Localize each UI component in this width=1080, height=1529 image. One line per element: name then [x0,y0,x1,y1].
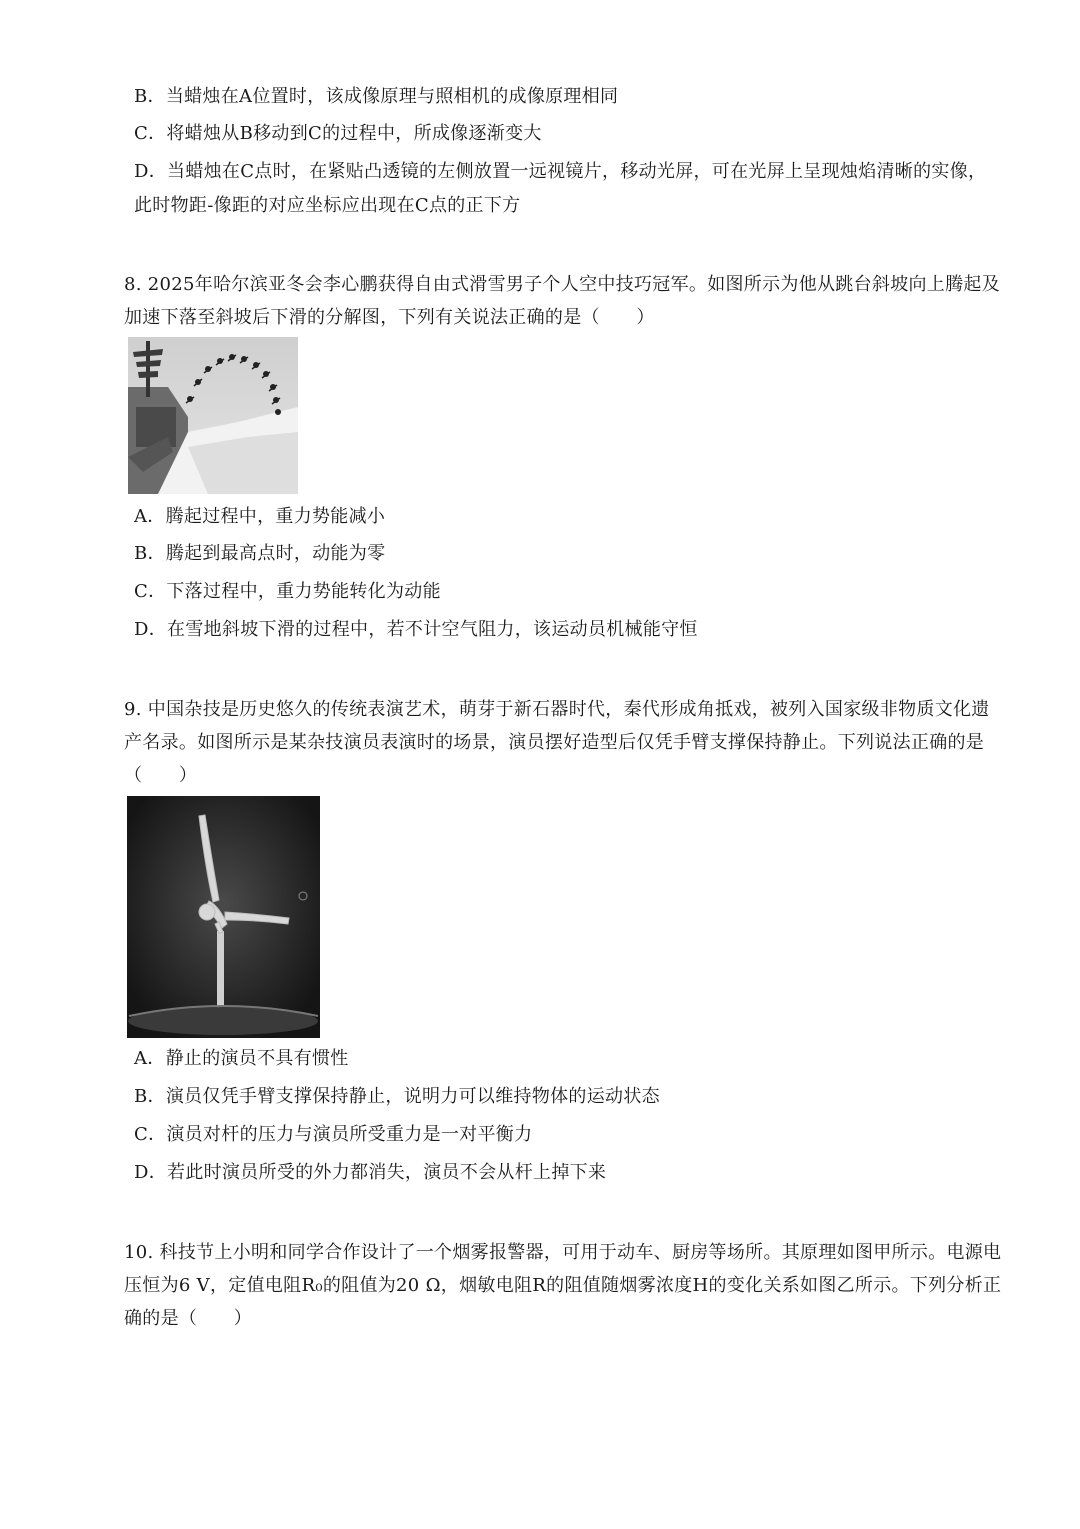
acrobat-photo [127,796,320,1038]
ski-jump-photo [128,337,298,494]
q8-stem-line2: 加速下落至斜坡后下滑的分解图，下列有关说法正确的是（ ） [124,307,655,328]
q8-option-c: C．下落过程中，重力势能转化为动能 [134,581,441,602]
q9-stem-line3: （ ） [124,765,198,786]
q9-option-a: A．静止的演员不具有惯性 [134,1048,349,1069]
q10-stem-line2: 压恒为6 V，定值电阻R₀的阻值为20 Ω，烟敏电阻R的阻值随烟雾浓度H的变化关系如图乙所示。下列分析正 [124,1275,1002,1296]
q10-stem-line3: 确的是（ ） [124,1308,253,1329]
q7-option-b: B．当蜡烛在A位置时，该成像原理与照相机的成像原理相同 [134,86,619,107]
q7-option-d: D．当蜡烛在C点时，在紧贴凸透镜的左侧放置一远视镜片，移动光屏，可在光屏上呈现烛焰清晰的实像， [134,161,987,182]
q8-option-a: A．腾起过程中，重力势能减小 [134,506,386,527]
q8-option-d: D．在雪地斜坡下滑的过程中，若不计空气阻力，该运动员机械能守恒 [134,619,698,640]
q7-option-d-continued: 此时物距-像距的对应坐标应出现在C点的正下方 [134,195,521,216]
q7-option-c: C．将蜡烛从B移动到C的过程中，所成像逐渐变大 [134,123,542,144]
q9-option-b: B．演员仅凭手臂支撑保持静止，说明力可以维持物体的运动状态 [134,1086,660,1107]
q8-option-b: B．腾起到最高点时，动能为零 [134,543,386,564]
q9-option-d: D．若此时演员所受的外力都消失，演员不会从杆上掉下来 [134,1162,607,1183]
q9-option-c: C．演员对杆的压力与演员所受重力是一对平衡力 [134,1124,533,1145]
q10-stem-line1: 10. 科技节上小明和同学合作设计了一个烟雾报警器，可用于动车、厨房等场所。其原理如图甲所示。电源电 [124,1242,1002,1263]
q8-stem-line1: 8. 2025年哈尔滨亚冬会李心鹏获得自由式滑雪男子个人空中技巧冠军。如图所示为他从跳台斜坡向上腾起及 [124,274,1000,295]
q9-stem-line2: 产名录。如图所示是某杂技演员表演时的场景，演员摆好造型后仅凭手臂支撑保持静止。下列说法正确的是 [124,732,985,753]
q9-stem-line1: 9. 中国杂技是历史悠久的传统表演艺术，萌芽于新石器时代，秦代形成角抵戏，被列入国家级非物质文化遗 [124,699,990,720]
